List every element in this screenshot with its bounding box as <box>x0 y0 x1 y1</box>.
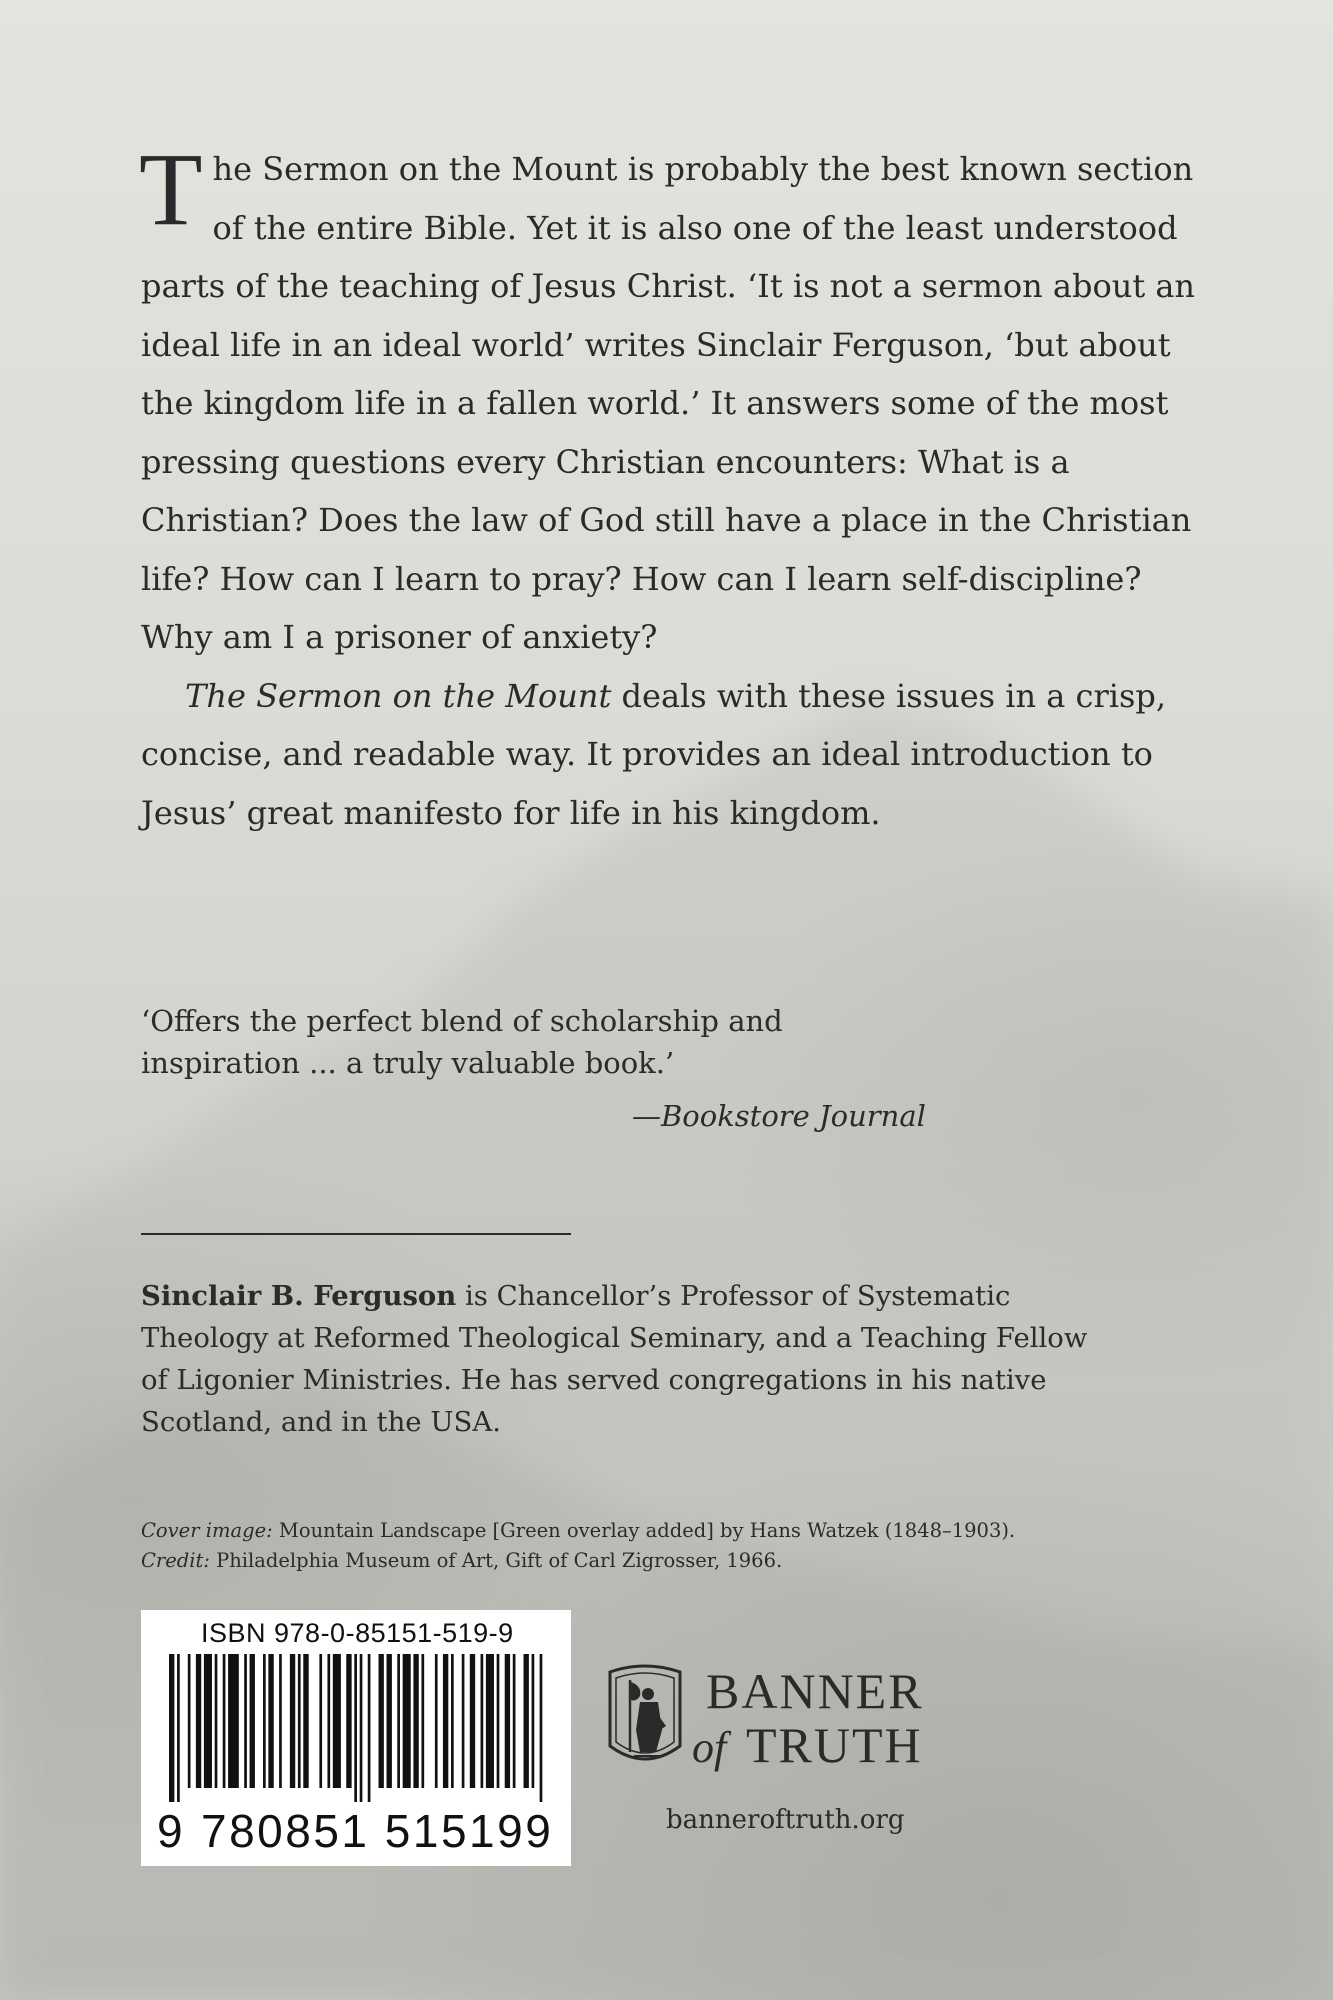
barcode-panel <box>141 1610 571 1866</box>
barcode-bar <box>470 1654 475 1788</box>
barcode-bar <box>443 1654 448 1788</box>
barcode-bar <box>319 1654 322 1788</box>
barcode-bar <box>497 1654 500 1788</box>
cover-image-label: Cover image: <box>141 1519 273 1542</box>
credit-label: Credit: <box>141 1549 210 1572</box>
barcode-bar <box>290 1654 295 1788</box>
barcode-bar <box>346 1654 351 1788</box>
barcode-bar <box>228 1654 239 1788</box>
barcode-bar <box>263 1654 266 1788</box>
barcode-bar <box>298 1654 301 1788</box>
publisher-name-truth: TRUTH <box>746 1717 923 1773</box>
barcode-bar <box>268 1654 273 1788</box>
barcode-bar <box>333 1654 341 1788</box>
drop-cap: T <box>139 132 203 247</box>
barcode-bar <box>421 1654 424 1788</box>
barcode-bar <box>486 1654 494 1788</box>
barcode-bar <box>532 1654 535 1788</box>
blurb-paragraph-2 <box>141 667 1201 843</box>
barcode-bar <box>244 1654 247 1788</box>
isbn-remaining-digits: 780851 515199 <box>201 1805 554 1857</box>
author-bio-text: is Chancellor’s Professor of Systematic Theology at Reformed Theological Seminary, and a Teaching Fellow of Ligonier Ministries. He has served congregations in his native Scotland, and in the USA. <box>141 1280 1088 1438</box>
barcode-bar <box>177 1654 180 1802</box>
barcode-bar <box>505 1654 510 1788</box>
barcode-bar <box>378 1654 383 1788</box>
barcode-bar <box>250 1654 255 1788</box>
barcode-bar <box>223 1654 226 1788</box>
author-bio <box>141 1275 1101 1443</box>
barcode-bar <box>169 1654 174 1802</box>
barcode-icon <box>169 1654 545 1802</box>
barcode-bar <box>368 1654 371 1802</box>
barcode-bar <box>462 1654 465 1788</box>
barcode-bar <box>327 1654 330 1788</box>
divider-line <box>141 1233 571 1235</box>
publisher-logo-block <box>600 1660 1000 1880</box>
barcode-bar <box>540 1654 543 1802</box>
isbn-first-digit: 9 <box>157 1805 184 1857</box>
barcode-bar <box>403 1654 411 1788</box>
barcode-bar <box>279 1654 282 1788</box>
barcode-bar <box>524 1654 529 1788</box>
blurb-paragraph-1 <box>139 132 1201 667</box>
barcode-bar <box>481 1654 484 1788</box>
review-attribution: —Bookstore Journal <box>632 1099 926 1133</box>
cover-image-credit <box>141 1516 1141 1546</box>
barcode-bar <box>413 1654 418 1788</box>
barcode-bar <box>360 1654 363 1802</box>
publisher-url: banneroftruth.org <box>666 1805 905 1835</box>
publisher-name-banner: BANNER <box>706 1663 924 1719</box>
cover-image-text: Mountain Landscape [Green overlay added] by Hans Watzek (1848–1903). <box>272 1519 1016 1542</box>
barcode-bar <box>387 1654 392 1788</box>
image-credits <box>141 1516 1141 1576</box>
barcode-bar <box>451 1654 454 1788</box>
blurb-text <box>139 132 1201 842</box>
barcode-bar <box>513 1654 516 1788</box>
isbn-label: ISBN 978-0-85151-519-9 <box>201 1618 514 1648</box>
barcode-bar <box>435 1654 438 1788</box>
book-title: The Sermon on the Mount <box>185 676 612 715</box>
barcode-bar <box>196 1654 201 1788</box>
barcode-bar <box>188 1654 191 1788</box>
barcode-bar <box>303 1654 308 1788</box>
credit-text: Philadelphia Museum of Art, Gift of Carl Zigrosser, 1966. <box>209 1549 783 1572</box>
barcode-bar <box>215 1654 218 1788</box>
barcode-bar <box>354 1654 357 1802</box>
publisher-name-of: of <box>692 1723 727 1772</box>
blurb-paragraph-1-text: he Sermon on the Mount is probably the best known section of the entire Bible. Yet it is also one of the least understood parts of the teaching of Jesus Christ. ‘It is not a sermon about an ideal life in an ideal world’ writes Sinclair Ferguson, ‘but about the kingdom life in a fallen world.’ It answers some of the most pressing questions every Christian encounters: What is a Christian? Does the law of God still have a place in the Christian life? How can I learn to pray? How can I learn self-discipline? Why am I a prisoner of anxiety? <box>141 150 1196 656</box>
blurb-paragraph-2-text: deals with these issues in a crisp, concise, and readable way. It provides an ideal introduction to Jesus’ great manifesto for life in his kingdom. <box>141 676 1167 832</box>
review-quote: ‘Offers the perfect blend of scholarship and inspiration ... a truly valuable book.’ <box>141 1004 783 1080</box>
author-name: Sinclair B. Ferguson <box>141 1280 457 1312</box>
credit-line <box>141 1546 1141 1576</box>
barcode-bar <box>397 1654 400 1788</box>
barcode-bar <box>204 1654 212 1788</box>
standard-bearer-seal-icon <box>600 1660 690 1780</box>
